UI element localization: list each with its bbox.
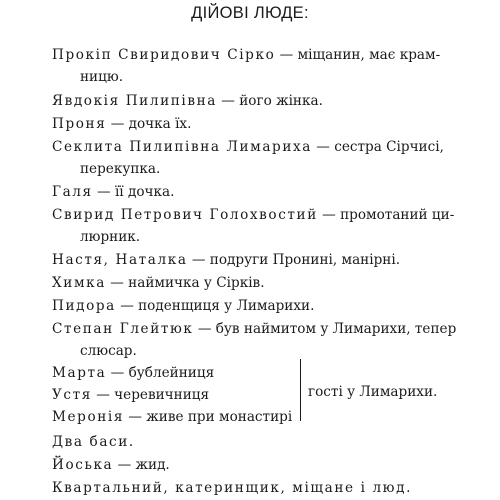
character-description: .: [128, 434, 134, 450]
character-description: — подруги Пронині, манірні.: [187, 252, 401, 268]
character-entry-pronya: [52, 113, 457, 135]
character-name: Меронія: [52, 409, 125, 425]
character-name: Проня: [52, 116, 107, 132]
character-name: Явдокія Пилипівна: [52, 93, 217, 109]
character-description: — його жінка.: [216, 93, 323, 109]
character-description: — сестра Сірчисі,: [311, 139, 444, 155]
character-name: Квартальний, катеринщик, міщане і люд: [52, 480, 407, 496]
character-entry-khymka: [52, 272, 457, 294]
character-description: — живе при монастирі: [124, 409, 293, 425]
character-name: Секлита Пилипівна Лимариха: [52, 139, 312, 155]
character-description: — міщанин, має крам-: [275, 47, 441, 63]
character-name: Два баси: [52, 434, 129, 450]
character-description-continued: ницю.: [80, 69, 124, 85]
character-description: — промотаний ци-: [317, 207, 455, 223]
character-entry-holokhvostyi: [52, 204, 457, 226]
character-entry-yavdokiya: [52, 90, 457, 112]
character-description-continued: перекупка.: [80, 161, 161, 177]
character-entry-seklyta: [52, 136, 457, 158]
character-description: — поденщиця у Лимарихи.: [115, 298, 315, 314]
character-name: Галя: [52, 184, 93, 200]
character-entry-meroniya: [52, 406, 457, 428]
character-description: .: [406, 480, 411, 496]
character-description-continued: слюсар.: [80, 343, 137, 359]
character-description: — був наймитом у Лимарихи, тепер: [193, 321, 457, 337]
character-name: Степан Глейтюк: [52, 321, 194, 337]
character-name: Йоська: [52, 457, 114, 473]
character-entry-hleityuk: [52, 318, 457, 340]
character-entry-two-basses: [52, 431, 457, 453]
character-description: — бублейниця: [106, 365, 215, 381]
character-name: Прокіп Свиридович Сірко: [52, 47, 276, 63]
character-description-continued: люрник.: [80, 229, 141, 245]
character-description: — дочка їх.: [106, 116, 192, 132]
character-name: Настя, Наталка: [52, 252, 188, 268]
character-entry-crowd: [52, 477, 457, 499]
character-description: — черевичниця: [91, 387, 210, 403]
character-description: — наймичка у Сірків.: [105, 275, 265, 291]
character-name: Устя: [52, 387, 92, 403]
character-entry-halya: [52, 181, 457, 203]
character-entry-yoska: [52, 454, 457, 476]
character-entry-pydora: [52, 295, 457, 317]
page-title: ДІЙОВІ ЛЮДЕ:: [191, 4, 309, 22]
character-name: Свирид Петрович Голохвостий: [52, 207, 318, 223]
character-name: Химка: [52, 275, 106, 291]
character-name: Марта: [52, 365, 107, 381]
character-entry-sirko: [52, 44, 457, 66]
character-name: Пидора: [52, 298, 116, 314]
guests-note: гості у Лимарихи.: [308, 384, 438, 400]
guests-bracket: [300, 359, 301, 421]
character-description: — жид.: [113, 457, 170, 473]
character-entry-nastya-natalka: [52, 249, 457, 271]
character-description: — її дочка.: [92, 184, 175, 200]
